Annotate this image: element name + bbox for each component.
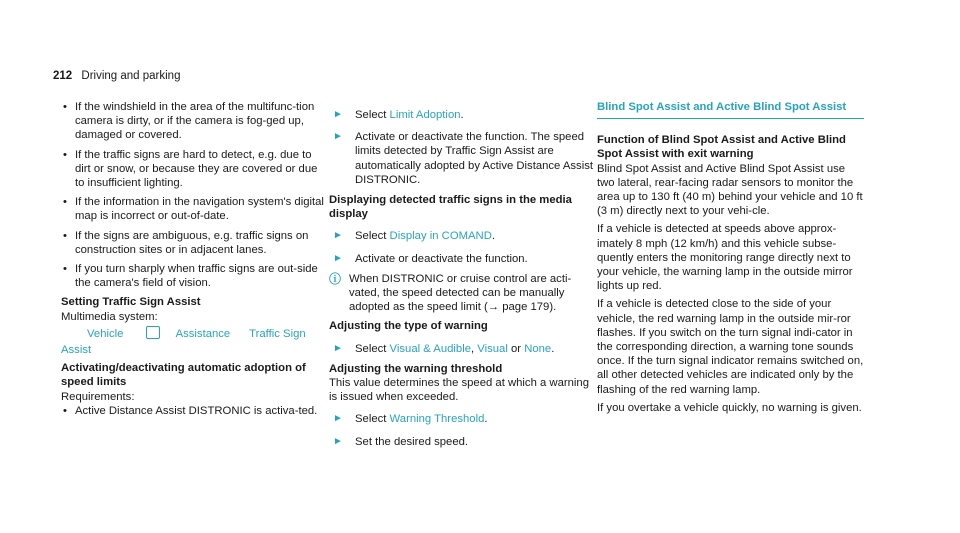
- menu-path: [61, 326, 329, 341]
- visual-link[interactable]: Visual: [477, 342, 508, 355]
- section-title: Blind Spot Assist and Active Blind Spot Assist: [597, 100, 864, 119]
- column-1: [61, 100, 329, 423]
- list-item: • If you turn sharply when traffic signs are out-side the camera's field of vision.: [63, 263, 318, 290]
- car-icon: [146, 326, 160, 339]
- step-item: ► Select Warning Threshold.: [333, 413, 488, 426]
- list-item: • If the information in the navigation system's digital map is incorrect or out-of-date.: [63, 196, 324, 223]
- menu-traffic-sign-link[interactable]: Traffic Sign: [249, 327, 306, 340]
- paragraph: If you overtake a vehicle quickly, no warning is given.: [597, 401, 862, 414]
- visual-audible-link[interactable]: Visual & Audible: [389, 342, 471, 355]
- step-item: ► Select Visual & Audible, Visual or None.: [333, 342, 555, 355]
- step-arrow-icon: ►: [333, 109, 343, 120]
- column-3: [597, 100, 864, 419]
- bullet-icon: •: [63, 263, 67, 276]
- multimedia-label: Multimedia system:: [61, 310, 158, 323]
- menu-assistance-link[interactable]: Assistance: [175, 327, 231, 340]
- bullet-icon: •: [63, 101, 67, 113]
- none-link[interactable]: None: [524, 342, 552, 355]
- step-item: ► Select Limit Adoption.: [333, 109, 464, 121]
- setting-heading: Setting Traffic Sign Assist: [61, 296, 201, 309]
- menu-assist-link[interactable]: Assist: [61, 344, 92, 357]
- bullet-icon: •: [63, 404, 67, 417]
- display-in-comand-link[interactable]: Display in COMAND: [389, 230, 492, 243]
- step-item: ► Activate or deactivate the function. The speed limits detected by Traffic Sign Assist are automatically adopted by Active Distance Assist DISTRONIC.: [333, 131, 593, 186]
- step-arrow-icon: ►: [333, 252, 343, 264]
- threshold-text: This value determines the speed at which a warning is issued when exceeded.: [329, 377, 589, 404]
- menu-vehicle-link[interactable]: Vehicle: [87, 327, 124, 340]
- page-number: 212: [53, 70, 73, 82]
- page-header: [53, 70, 180, 82]
- info-icon: ⓘ: [329, 271, 342, 286]
- activating-heading: Activating/deactivating automatic adoption of speed limits: [61, 362, 306, 389]
- list-item: • If the signs are ambiguous, e.g. traffic signs on construction sites or in adjacent lanes.: [63, 229, 309, 256]
- step-item: ► Set the desired speed.: [333, 435, 469, 448]
- step-arrow-icon: ►: [333, 435, 343, 447]
- paragraph: If a vehicle is detected at speeds above approx-imately 8 mph (12 km/h) and this vehicle subse-quently enters the monitoring range directly next to your vehicle, the warning lamp in the outside mirror lights up red.: [597, 223, 853, 293]
- list-item: • If the traffic signs are hard to detect, e.g. due to dirt or snow, or because they are covered or due to insufficient lighting.: [63, 148, 318, 190]
- column-2: [329, 100, 597, 455]
- bullet-icon: •: [63, 148, 67, 161]
- limit-adoption-link[interactable]: Limit Adoption: [389, 109, 461, 121]
- section-name: Driving and parking: [81, 70, 181, 82]
- step-arrow-icon: ►: [333, 230, 343, 242]
- list-item: • Active Distance Assist DISTRONIC is activa-ted.: [63, 404, 318, 417]
- step-item: ► Select Display in COMAND.: [333, 230, 496, 243]
- bullet-icon: •: [63, 229, 67, 242]
- step-arrow-icon: ►: [333, 131, 343, 143]
- paragraph: If a vehicle is detected close to the side of your vehicle, the red warning lamp in the outside mir-ror flashes. If you switch on the turn signal indi-cator in the corresponding direction, a warning tone sounds once. If the turn signal indicator remains switched on, all other detected vehicles are indicated only by the flashing of the red warning lamp.: [597, 298, 864, 396]
- bullet-icon: •: [63, 196, 67, 209]
- threshold-heading: Adjusting the warning threshold: [329, 362, 503, 375]
- step-arrow-icon: ►: [333, 413, 343, 425]
- step-arrow-icon: ►: [333, 342, 343, 354]
- list-item: • If the windshield in the area of the multifunc-tion camera is dirty, or if the camera is fog-ged up, damaged or covered.: [63, 101, 315, 142]
- display-heading: Displaying detected traffic signs in the media display: [329, 194, 572, 221]
- warning-threshold-link[interactable]: Warning Threshold: [389, 413, 485, 426]
- note: ⓘ When DISTRONIC or cruise control are acti-vated, the speed detected can be manually adopted as the speed limit (→ page 179).: [329, 271, 572, 314]
- adjust-type-heading: Adjusting the type of warning: [329, 320, 488, 333]
- requirements-label: Requirements:: [61, 390, 135, 403]
- function-heading: Function of Blind Spot Assist and Active Blind Spot Assist with exit warning: [597, 134, 846, 161]
- step-item: ► Activate or deactivate the function.: [333, 252, 528, 265]
- paragraph: Blind Spot Assist and Active Blind Spot Assist use two lateral, rear-facing radar sensors to monitor the area up to 130 ft (40 m) behind your vehicle and 10 ft (3 m) directly next to your vehi-cle.: [597, 162, 863, 218]
